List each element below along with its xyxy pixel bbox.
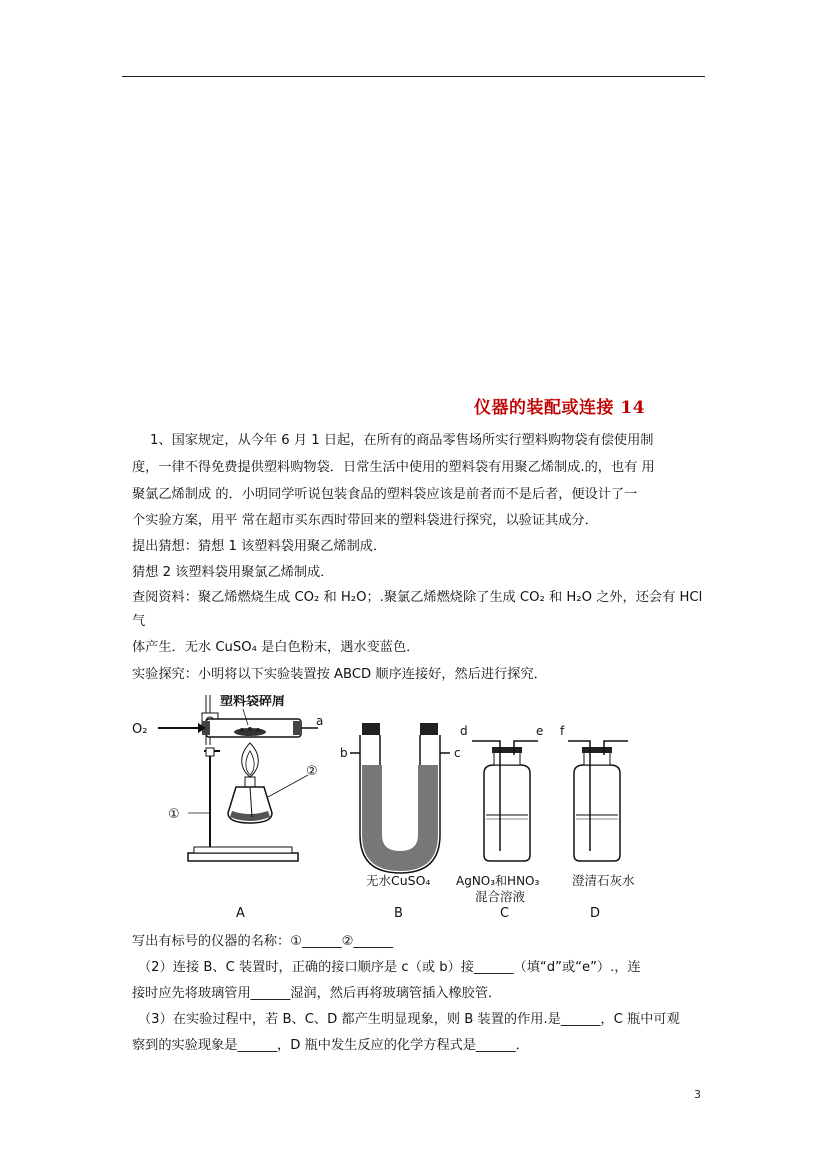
port-c: c — [454, 746, 461, 760]
question-3-line-2: 察到的实验现象是______，D 瓶中发生反应的化学方程式是______． — [132, 1038, 529, 1053]
apparatus-a — [132, 695, 323, 921]
bottle-d — [574, 765, 620, 861]
port-d: d — [460, 724, 468, 738]
mark-2: ② — [306, 764, 318, 779]
page-title: 仪器的装配或连接 14 — [474, 398, 646, 418]
d-reagent-label: 澄清石灰水 — [572, 873, 635, 888]
reference-info-line-2: 气 — [132, 614, 146, 629]
lamp-wick-holder — [245, 777, 255, 787]
header-rule — [122, 76, 705, 77]
apparatus-d — [560, 724, 635, 921]
hypothesis-2: 猜想 2 该塑料袋用聚氯乙烯制成． — [132, 565, 334, 580]
label-c: C — [500, 906, 510, 921]
stand-base — [188, 853, 298, 861]
o2-label: O₂ — [132, 722, 148, 737]
c-reagent-line-1: AgNO₃和HNO₃ — [456, 874, 540, 888]
label-b: B — [394, 906, 403, 921]
port-e: e — [536, 724, 544, 738]
page-number: 3 — [694, 1088, 701, 1101]
problem-line-2: 度，一律不得免费提供塑料购物袋．日常生活中使用的塑料袋有用聚乙烯制成.的，也有 用 — [132, 460, 655, 475]
experiment-description: 实验探究：小明将以下实验装置按 ABCD 顺序连接好，然后进行探究． — [132, 667, 547, 682]
mark-1: ① — [168, 807, 180, 822]
port-f: f — [560, 724, 565, 738]
b-reagent-label: 无水CuSO₄ — [366, 873, 431, 888]
problem-line-1: 1、国家规定，从今年 6 月 1 日起，在所有的商品零售场所实行塑料购物袋有偿使用制 — [150, 433, 654, 448]
stand-base-top — [194, 847, 292, 853]
port-a: a — [316, 714, 324, 728]
reference-info-line-3: 体产生．无水 CuSO₄ 是白色粉末，遇水变蓝色． — [132, 640, 420, 655]
question-3-line-1: （3）在实验过程中，若 B、C、D 都产生明显现象，则 B 装置的作用.是______，C 瓶中可观 — [138, 1012, 680, 1027]
apparatus-c — [456, 724, 543, 921]
bag-label: 塑料袋碎屑 — [220, 695, 286, 709]
apparatus-b — [340, 723, 461, 921]
question-2-line-2: 接时应先将玻璃管用______湿润，然后再将玻璃管插入橡胶管． — [132, 986, 502, 1001]
question-2-line-1: （2）连接 B、C 装置时，正确的接口顺序是 c（或 b）接______（填“d”或“e”）.，连 — [138, 960, 641, 975]
label-d: D — [590, 906, 601, 921]
apparatus-figure — [128, 695, 648, 925]
problem-line-3: 聚氯乙烯制成 的．小明同学听说包装食品的塑料袋应该是前者而不是后者，便设计了一 — [132, 487, 638, 502]
question-1: 写出有标号的仪器的名称：①______②______ — [132, 934, 394, 949]
port-b: b — [340, 746, 348, 760]
label-a: A — [236, 906, 245, 921]
cuso4-granules — [362, 765, 438, 871]
reference-info-line-1: 查阅资料：聚乙烯燃烧生成 CO₂ 和 H₂O；.聚氯乙烯燃烧除了生成 CO₂ 和 H₂O 之外，还会有 HCl — [132, 590, 703, 605]
hypothesis-1: 提出猜想：猜想 1 该塑料袋用聚乙烯制成． — [132, 539, 387, 554]
problem-line-4: 个实验方案，用平 常在超市买东西时带回来的塑料袋进行探究，以验证其成分． — [132, 513, 598, 528]
c-reagent-line-2: 混合溶液 — [475, 889, 526, 904]
